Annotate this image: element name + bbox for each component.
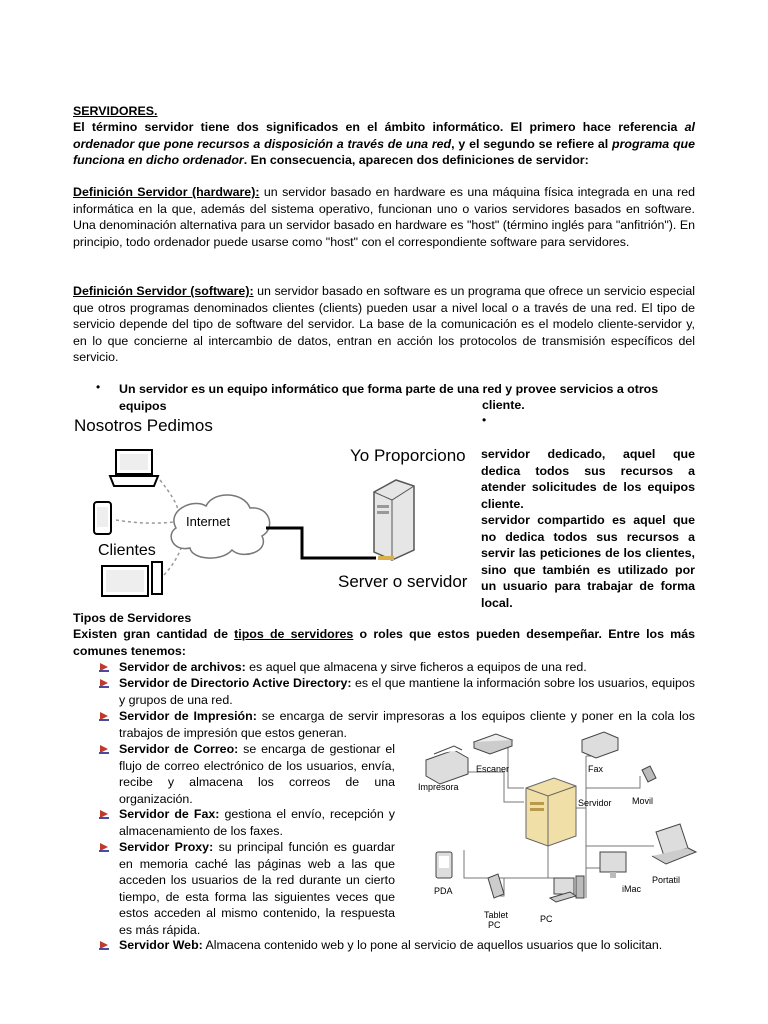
mobile-icon [642, 766, 656, 782]
list-arrow-icon [99, 842, 109, 852]
printer-icon [426, 746, 468, 784]
definition-software: Definición Servidor (software): un servidor basado en software es un programa que ofrece un servicio especial que otros programas denominados clientes (clients) pueden usar a nivel local o a través de una red. El tipo de servicio depende del tipo de software del servidor. La base de la comunicación es el modelo cliente-servidor y, en lo que concierne al intercambio de datos, entran en acción los protocolos de transmisión específicos del servicio. [73, 284, 695, 364]
page-title: SERVIDORES. [73, 104, 158, 118]
pc-label: PC [540, 914, 553, 924]
list-item: Servidor de archivos: es aquel que almacena y sirve ficheros a equipos de una red. [119, 660, 587, 674]
connection-line [266, 528, 376, 558]
list-arrow-icon [99, 678, 109, 688]
intro-paragraph: El término servidor tiene dos significados en el ámbito informático. El primero hace referencia al ordenador que pone recursos a disposición a través de una red, y el segundo se refiere al programa que funciona en dicho ordenador. En consecuencia, aparecen dos definiciones de servidor: [73, 120, 696, 167]
imac-icon [600, 852, 626, 878]
network-devices-diagram [404, 728, 702, 934]
pda-label: PDA [434, 886, 453, 896]
server-label: Server o servidor [338, 572, 468, 591]
desktop-icon [102, 562, 162, 596]
list-arrow-icon [99, 744, 109, 754]
scanner-label: Escaner [476, 764, 510, 774]
list-arrow-icon [99, 662, 109, 672]
server-icon [374, 480, 414, 560]
pc-icon [550, 876, 584, 902]
figure-title-right: Yo Proporciono [350, 446, 466, 465]
list-item: Servidor de Fax: gestiona el envío, recepción y almacenamiento de los faxes. [119, 807, 395, 838]
section-heading-types: Tipos de Servidores [73, 611, 192, 625]
figure-title-left: Nosotros Pedimos [74, 416, 213, 435]
server-tower-label: Servidor [578, 798, 612, 808]
list-arrow-icon [99, 940, 109, 950]
list-arrow-icon [99, 809, 109, 819]
laptop-icon [110, 450, 158, 486]
mobile-label: Movil [632, 796, 654, 806]
list-arrow-icon [99, 711, 109, 721]
laptop-device-icon [652, 824, 696, 864]
phone-icon [94, 502, 111, 534]
bullet-server-definition: Un servidor es un equipo informático que forma parte de una red y provee servicios a otros equipos [119, 382, 659, 413]
laptop-label: Portatil [652, 875, 681, 885]
dedicated-server-text: servidor dedicado, aquel que dedica todos sus recursos a atender solicitudes de los equipos cliente. [481, 447, 696, 511]
scanner-icon [474, 734, 512, 754]
internet-label: Internet [186, 514, 231, 529]
tablet-label: Tablet [484, 910, 509, 920]
list-item: Servidor Proxy: su principal función es guardar en memoria caché las páginas web a las que acceden los usuarios de la red durante un cierto tiempo, de esta forma las siguientes veces que estos acceden al mismo contenido, la respuesta es más rápida. [119, 840, 395, 937]
types-link[interactable]: tipos de servidores [234, 627, 354, 641]
bullet-server-definition-cont: cliente. [482, 398, 525, 412]
list-item: Servidor de Directorio Active Directory: es el que mantiene la información sobre los usuarios, equipos y grupos de una red. [119, 676, 695, 707]
tablet-label-line2: PC [488, 920, 501, 930]
fax-icon [582, 732, 618, 758]
imac-label: iMac [622, 884, 642, 894]
shared-server-text: servidor compartido es aquel que no dedica todos sus recursos a servir las peticiones de los clientes, sino que también es utilizado por un usuario para trabajar de forma local. [481, 513, 695, 610]
bullet-marker: • [96, 380, 101, 394]
clients-label: Clientes [98, 542, 156, 559]
list-item: Servidor Web: Almacena contenido web y lo pone al servicio de aquellos usuarios que lo solicitan. [119, 938, 663, 952]
bullet-marker: • [482, 413, 487, 427]
definition-hardware: Definición Servidor (hardware): un servidor basado en hardware es una máquina física integrada en una red informática en la que, además del sistema operativo, funcionan uno o varios servidores basados en software. Una denominación alternativa para un servidor basado en hardware es "host" (término inglés para "anfitrión"). En principio, todo ordenador puede usarse como "host" con el correspondiente software para servidores. [73, 185, 695, 249]
printer-label: Impresora [418, 782, 459, 792]
list-item: Servidor de Impresión: se encarga de servir impresoras a los equipos cliente y poner en la cola los trabajos de impresión que estos generan. [119, 709, 695, 740]
fax-label: Fax [588, 764, 604, 774]
server-tower-icon [526, 778, 576, 846]
pda-icon [436, 852, 452, 878]
list-item: Servidor de Correo: se encarga de gestionar el flujo de correo electrónico de los usuarios, envía, recibe y almacena los correos de una organización. [119, 742, 395, 806]
types-intro: Existen gran cantidad de tipos de servidores o roles que estos pueden desempeñar. Entre los más comunes tenemos: [73, 627, 695, 658]
client-server-diagram [66, 410, 476, 600]
